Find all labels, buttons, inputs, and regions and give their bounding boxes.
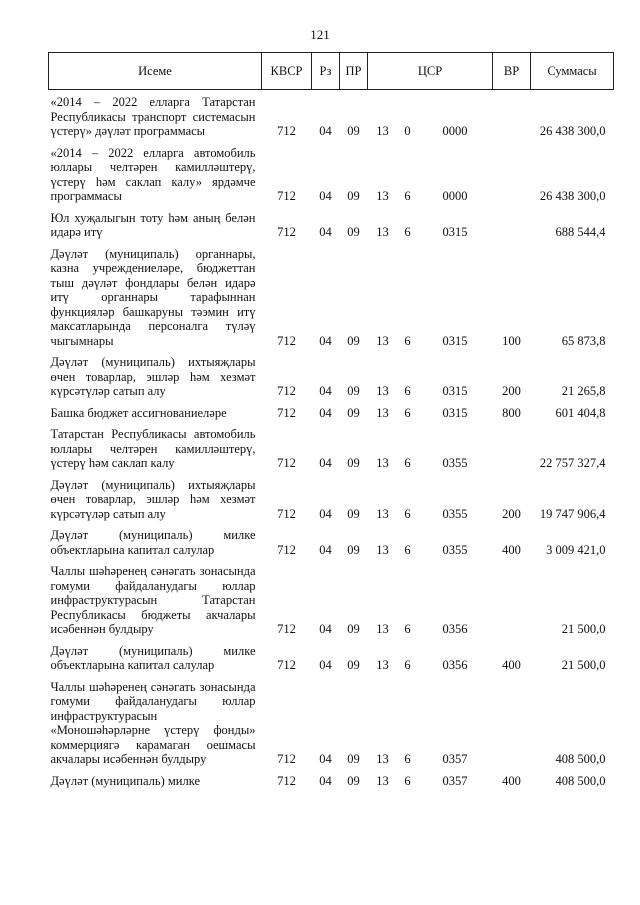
cell-name: Дәүләт (муниципаль) милке объектларына капитал салулар [50,528,256,557]
cell-vr: 800 [502,405,521,420]
cell-csr-subprogram: 6 [404,752,411,766]
cell-kvsr: 712 [277,773,296,788]
table-row [49,473,614,524]
cell-name: Чаллы шәһәренең сәнәгать зонасында гомуми файдаланудагы юллар инфраструктурасын Татарстан Республикасы бюджеты акчалары исәбеннән булдыру [50,564,256,636]
cell-csr-program: 13 [376,456,389,470]
cell-name: «2014 – 2022 елларга автомобиль юллары челтәрен камилләштерү, үстерү һәм саклап калу» ярдәмче программасы [50,145,256,203]
cell-kvsr: 712 [277,124,296,138]
cell-name: Татарстан Республикасы автомобиль юллары челтәрен камилләштерү, үстерү һәм саклап калу [50,427,256,470]
cell-vr: 100 [502,333,521,348]
cell-csr-subprogram: 6 [404,506,411,521]
cell-csr-code: 0315 [442,333,468,348]
cell-sum: 26 438 300,0 [539,189,606,203]
cell-csr-program: 13 [376,506,389,521]
cell-name: Дәүләт (муниципаль) милке [50,773,200,788]
cell-rz: 04 [319,456,332,470]
header-sum: Суммасы [531,53,614,90]
cell-pr: 09 [347,658,360,672]
cell-pr: 09 [347,225,360,239]
cell-sum: 26 438 300,0 [539,124,606,138]
cell-rz: 04 [319,225,332,239]
table-row [49,769,614,791]
cell-kvsr: 712 [277,752,296,766]
cell-csr-code: 0357 [442,773,468,788]
cell-rz: 04 [319,189,332,203]
cell-sum: 408 500,0 [555,752,606,766]
cell-sum: 21 500,0 [561,622,606,636]
cell-csr-code: 0315 [442,225,468,239]
cell-sum: 688 544,4 [555,225,606,239]
cell-pr: 09 [347,333,360,348]
cell-csr-subprogram: 6 [404,456,411,470]
cell-sum: 601 404,8 [555,405,606,420]
cell-csr-subprogram: 6 [404,384,411,398]
cell-csr-subprogram: 6 [404,405,411,420]
table-body [49,90,614,791]
cell-csr-program: 13 [376,189,389,203]
budget-table [48,52,614,790]
cell-pr: 09 [347,456,360,470]
cell-pr: 09 [347,189,360,203]
cell-name: Башка бюджет ассигнованиеләре [50,405,227,420]
cell-csr-program: 13 [376,333,389,348]
cell-csr-code: 0356 [442,622,468,636]
cell-vr [493,206,531,242]
cell-csr-subprogram: 6 [404,542,411,557]
cell-sum: 3 009 421,0 [546,542,606,557]
cell-sum: 21 500,0 [561,658,606,672]
cell-csr-code: 0355 [442,456,468,470]
cell-rz: 04 [319,752,332,766]
cell-vr [493,422,531,473]
budget-table-container [48,52,613,790]
header-csr: ЦСР [368,53,493,90]
cell-pr: 09 [347,405,360,420]
cell-csr-code: 0000 [442,189,468,203]
cell-pr: 09 [347,124,360,138]
table-row [49,639,614,675]
header-kvsr: КВСР [262,53,312,90]
cell-csr-program: 13 [376,384,389,398]
cell-csr-code: 0357 [442,752,468,766]
cell-pr: 09 [347,506,360,521]
table-row [49,90,614,141]
cell-sum: 21 265,8 [561,384,606,398]
cell-name: Дәүләт (муниципаль) милке объектларына капитал салулар [50,643,256,672]
cell-kvsr: 712 [277,658,296,672]
cell-csr-code: 0355 [442,542,468,557]
header-rz: Рз [312,53,340,90]
cell-kvsr: 712 [277,456,296,470]
cell-rz: 04 [319,506,332,521]
cell-csr-code: 0315 [442,384,468,398]
cell-kvsr: 712 [277,622,296,636]
cell-vr: 200 [502,384,521,398]
cell-vr [493,141,531,206]
cell-kvsr: 712 [277,542,296,557]
table-row [49,206,614,242]
cell-rz: 04 [319,124,332,138]
table-header-row [49,53,614,90]
header-name: Исеме [49,53,262,90]
cell-csr-code: 0356 [442,658,468,672]
cell-vr: 400 [502,542,521,557]
cell-vr [493,90,531,141]
cell-rz: 04 [319,333,332,348]
cell-sum: 19 747 906,4 [539,506,606,521]
cell-csr-program: 13 [376,752,389,766]
cell-csr-subprogram: 6 [404,773,411,788]
cell-name: Чаллы шәһәренең сәнәгать зонасында гомуми файдаланудагы юллар инфраструктурасын «Моношәһәрләрне үстерү фонды» коммерциягә карамаган оешмасы акчалары исәбеннән булдыру [50,679,256,766]
cell-name: Дәүләт (муниципаль) ихтыяҗлары өчен товарлар, эшләр һәм хезмәт күрсәтүләр сатып алу [50,477,256,521]
table-row [49,350,614,401]
cell-csr-subprogram: 0 [404,124,411,138]
table-row [49,523,614,559]
cell-vr: 400 [502,658,521,672]
cell-pr: 09 [347,773,360,788]
cell-csr-subprogram: 6 [404,622,411,636]
cell-csr-subprogram: 6 [404,189,411,203]
cell-csr-subprogram: 6 [404,225,411,239]
header-vr: ВР [493,53,531,90]
cell-name: Юл хуҗалыгын тоту һәм аның белән идарә итү [50,210,256,239]
cell-csr-program: 13 [376,773,389,788]
page-number: 121 [310,27,330,42]
cell-csr-subprogram: 6 [404,333,411,348]
cell-name: Дәүләт (муниципаль) ихтыяҗлары өчен товарлар, эшләр һәм хезмәт күрсәтүләр сатып алу [50,355,256,398]
cell-vr: 200 [502,506,521,521]
cell-csr-code: 0355 [442,506,468,521]
table-row [49,401,614,423]
cell-vr [493,559,531,639]
cell-csr-subprogram: 6 [404,658,411,672]
table-row [49,141,614,206]
cell-sum: 65 873,8 [561,333,606,348]
cell-pr: 09 [347,752,360,766]
cell-csr-program: 13 [376,622,389,636]
cell-kvsr: 712 [277,506,296,521]
table-row [49,559,614,639]
cell-rz: 04 [319,773,332,788]
cell-kvsr: 712 [277,225,296,239]
table-row [49,422,614,473]
cell-rz: 04 [319,658,332,672]
cell-csr-program: 13 [376,658,389,672]
cell-csr-program: 13 [376,405,389,420]
cell-kvsr: 712 [277,333,296,348]
cell-vr [493,675,531,769]
cell-csr-code: 0315 [442,405,468,420]
cell-kvsr: 712 [277,384,296,398]
cell-csr-program: 13 [376,542,389,557]
cell-kvsr: 712 [277,405,296,420]
table-row [49,675,614,769]
cell-kvsr: 712 [277,189,296,203]
cell-rz: 04 [319,384,332,398]
cell-csr-code: 0000 [442,124,468,138]
cell-sum: 408 500,0 [555,773,606,788]
cell-rz: 04 [319,405,332,420]
cell-vr: 400 [502,773,521,788]
cell-rz: 04 [319,622,332,636]
header-pr: ПР [340,53,368,90]
cell-csr-program: 13 [376,124,389,138]
cell-csr-program: 13 [376,225,389,239]
table-row [49,242,614,351]
cell-rz: 04 [319,542,332,557]
cell-sum: 22 757 327,4 [539,456,606,470]
cell-pr: 09 [347,542,360,557]
cell-pr: 09 [347,622,360,636]
cell-name: «2014 – 2022 елларга Татарстан Республикасы транспорт системасын үстерү» дәүләт программасы [50,95,256,138]
cell-pr: 09 [347,384,360,398]
cell-name: Дәүләт (муниципаль) органнары, казна учреждениеләре, бюджеттан тыш дәүләт фондлары белән идарә итү органнары тарафыннан функцияләр башкаруны тәэмин итү максатларында персоналга түләү чыгымнары [50,246,256,348]
